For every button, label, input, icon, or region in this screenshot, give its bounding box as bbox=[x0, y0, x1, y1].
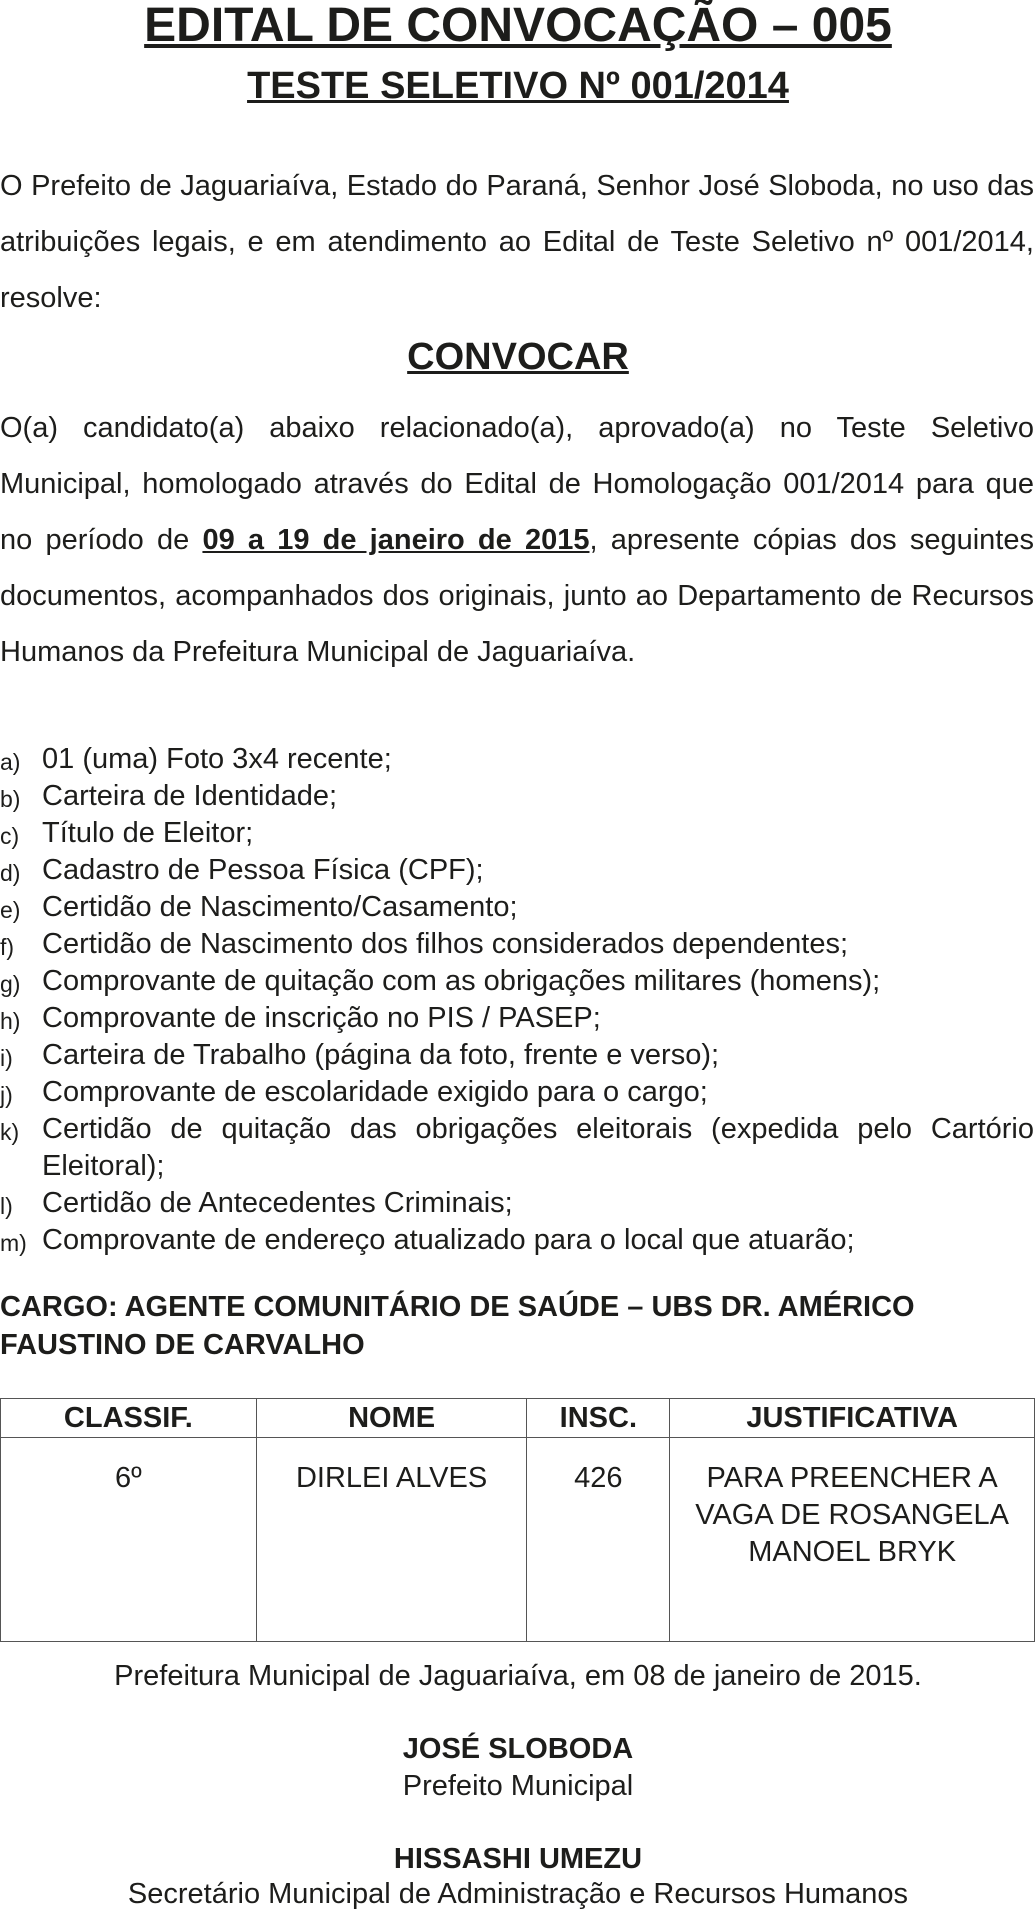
signatory-name: HISSASHI UMEZU bbox=[393, 1843, 643, 1875]
column-header-nome: NOME bbox=[256, 1399, 527, 1438]
list-marker: a) bbox=[0, 749, 21, 775]
list-marker: c) bbox=[0, 823, 20, 849]
signatory-name: JOSÉ SLOBODA bbox=[402, 1733, 634, 1765]
list-item bbox=[0, 926, 1034, 963]
list-item-text: Comprovante de inscrição no PIS / PASEP; bbox=[42, 1002, 601, 1034]
list-item bbox=[0, 963, 1034, 1000]
list-marker: j) bbox=[0, 1082, 13, 1108]
list-marker: b) bbox=[0, 786, 21, 812]
list-item-text: Certidão de Antecedentes Criminais; bbox=[42, 1187, 513, 1219]
cell-insc: 426 bbox=[527, 1438, 670, 1642]
list-item bbox=[0, 852, 1034, 889]
list-item-text: 01 (uma) Foto 3x4 recente; bbox=[42, 743, 392, 775]
list-marker: d) bbox=[0, 860, 21, 886]
candidates-table bbox=[0, 1398, 1035, 1642]
list-marker: m) bbox=[0, 1230, 27, 1256]
list-item bbox=[0, 1222, 1034, 1259]
list-marker: h) bbox=[0, 1008, 21, 1034]
list-item-text: Certidão de quitação das obrigações eleitorais (expedida pelo Cartório Eleitoral); bbox=[42, 1113, 1034, 1182]
column-header-justificativa: JUSTIFICATIVA bbox=[670, 1399, 1035, 1438]
list-item bbox=[0, 778, 1034, 815]
place-date: Prefeitura Municipal de Jaguariaíva, em 08 de janeiro de 2015. bbox=[114, 1660, 922, 1692]
body-text-end: , apresente cópias dos seguintes documentos, acompanhados dos originais, junto ao Departamento de Recursos Humanos da Prefeitura Municipal de Jaguariaíva. bbox=[0, 524, 1034, 668]
cell-justificativa: PARA PREENCHER A VAGA DE ROSANGELA MANOEL BRYK bbox=[670, 1438, 1035, 1642]
list-item bbox=[0, 815, 1034, 852]
document-title: EDITAL DE CONVOCAÇÃO – 005 bbox=[144, 0, 892, 52]
list-item bbox=[0, 1074, 1034, 1111]
list-item-text: Comprovante de endereço atualizado para o local que atuarão; bbox=[42, 1224, 855, 1256]
body-text-start: O(a) candidato(a) abaixo relacionado(a), aprovado(a) no Teste Seletivo Municipal, homologado através do Edital de Homologação 001/2014 para que no período de bbox=[0, 412, 1034, 556]
list-item-text: Carteira de Identidade; bbox=[42, 780, 338, 812]
cell-nome: DIRLEI ALVES bbox=[256, 1438, 527, 1642]
list-item bbox=[0, 889, 1034, 926]
body-paragraph bbox=[0, 400, 1034, 680]
list-marker: i) bbox=[0, 1045, 13, 1071]
cargo-heading: CARGO: AGENTE COMUNITÁRIO DE SAÚDE – UBS DR. AMÉRICO FAUSTINO DE CARVALHO bbox=[0, 1291, 915, 1361]
signatory-role: Secretário Municipal de Administração e Recursos Humanos bbox=[127, 1878, 909, 1910]
list-marker: l) bbox=[0, 1193, 13, 1219]
list-item bbox=[0, 1037, 1034, 1074]
column-header-classif: CLASSIF. bbox=[1, 1399, 257, 1438]
list-item-text: Certidão de Nascimento/Casamento; bbox=[42, 891, 518, 923]
document-subtitle: TESTE SELETIVO Nº 001/2014 bbox=[247, 65, 789, 107]
list-marker: g) bbox=[0, 971, 21, 997]
list-item bbox=[0, 1000, 1034, 1037]
list-item bbox=[0, 1111, 1034, 1185]
column-header-insc: INSC. bbox=[527, 1399, 670, 1438]
list-item-text: Cadastro de Pessoa Física (CPF); bbox=[42, 854, 484, 886]
table-row bbox=[1, 1438, 1035, 1642]
list-item bbox=[0, 741, 1034, 778]
list-item-text: Carteira de Trabalho (página da foto, frente e verso); bbox=[42, 1039, 720, 1071]
list-item bbox=[0, 1185, 1034, 1222]
list-marker: k) bbox=[0, 1119, 20, 1145]
list-marker: f) bbox=[0, 934, 15, 960]
list-item-text: Certidão de Nascimento dos filhos considerados dependentes; bbox=[42, 928, 849, 960]
list-item-text: Comprovante de quitação com as obrigações militares (homens); bbox=[42, 965, 881, 997]
documents-list bbox=[0, 741, 1034, 1259]
list-item-text: Título de Eleitor; bbox=[42, 817, 254, 849]
list-item-text: Comprovante de escolaridade exigido para o cargo; bbox=[42, 1076, 708, 1108]
list-marker: e) bbox=[0, 897, 21, 923]
signatory-role: Prefeito Municipal bbox=[402, 1770, 634, 1802]
cell-classif: 6º bbox=[1, 1438, 257, 1642]
table-header-row bbox=[1, 1399, 1035, 1438]
convocar-heading: CONVOCAR bbox=[407, 336, 629, 378]
intro-paragraph: O Prefeito de Jaguariaíva, Estado do Paraná, Senhor José Sloboda, no uso das atribuições legais, e em atendimento ao Edital de Teste Seletivo nº 001/2014, resolve: bbox=[0, 170, 1034, 314]
period-highlight: 09 a 19 de janeiro de 2015 bbox=[202, 524, 590, 556]
